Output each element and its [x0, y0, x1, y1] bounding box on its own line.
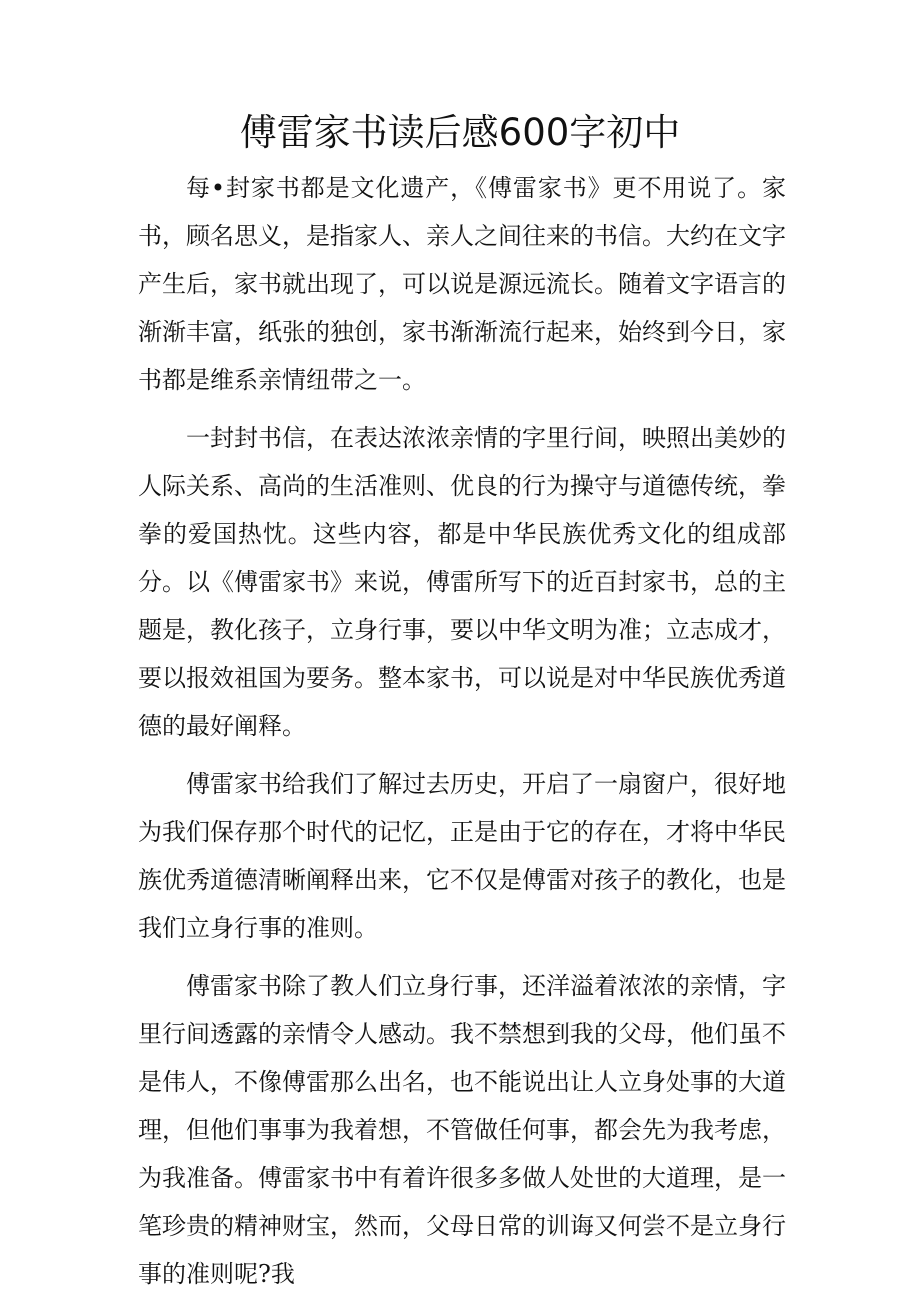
- paragraph-2: 一封封书信，在表达浓浓亲情的字里行间，映照出美妙的人际关系、高尚的生活准则、优良的行为操守与道德传统，拳拳的爱国热忱。这些内容，都是中华民族优秀文化的组成部分。以《傅雷家书》来说，傅雷所写下的近百封家书，总的主题是，教化孩子，立身行事，要以中华文明为准；立志成才，要以报效祖国为要务。整本家书，可以说是对中华民族优秀道德的最好阐释。: [138, 424, 786, 740]
- document-title: 傅雷家书读后感600字初中: [239, 111, 681, 154]
- paragraph-3: 傅雷家书给我们了解过去历史，开启了一扇窗户，很好地为我们保存那个时代的记忆，正是由于它的存在，才将中华民族优秀道德清晰阐释出来，它不仅是傅雷对孩子的教化，也是我们立身行事的准则。: [138, 770, 786, 942]
- paragraph-1: 每•封家书都是文化遗产，《傅雷家书》更不用说了。家书，顾名思义，是指家人、亲人之间往来的书信。大约在文字产生后，家书就出现了，可以说是源远流长。随着文字语言的渐渐丰富，纸张的独创，家书渐渐流行起来，始终到今日，家书都是维系亲情纽带之一。: [138, 174, 786, 394]
- document-body: [138, 164, 786, 1308]
- paragraph-4: 傅雷家书除了教人们立身行事，还洋溢着浓浓的亲情，字里行间透露的亲情令人感动。我不禁想到我的父母，他们虽不是伟人，不像傅雷那么出名，也不能说出让人立身处事的大道理，但他们事事为我着想，不管做任何事，都会先为我考虑，为我准备。傅雷家书中有着许很多多做人处世的大道理，是一笔珍贵的精神财宝，然而，父母日常的训诲又何尝不是立身行事的准则呢?我: [138, 972, 786, 1288]
